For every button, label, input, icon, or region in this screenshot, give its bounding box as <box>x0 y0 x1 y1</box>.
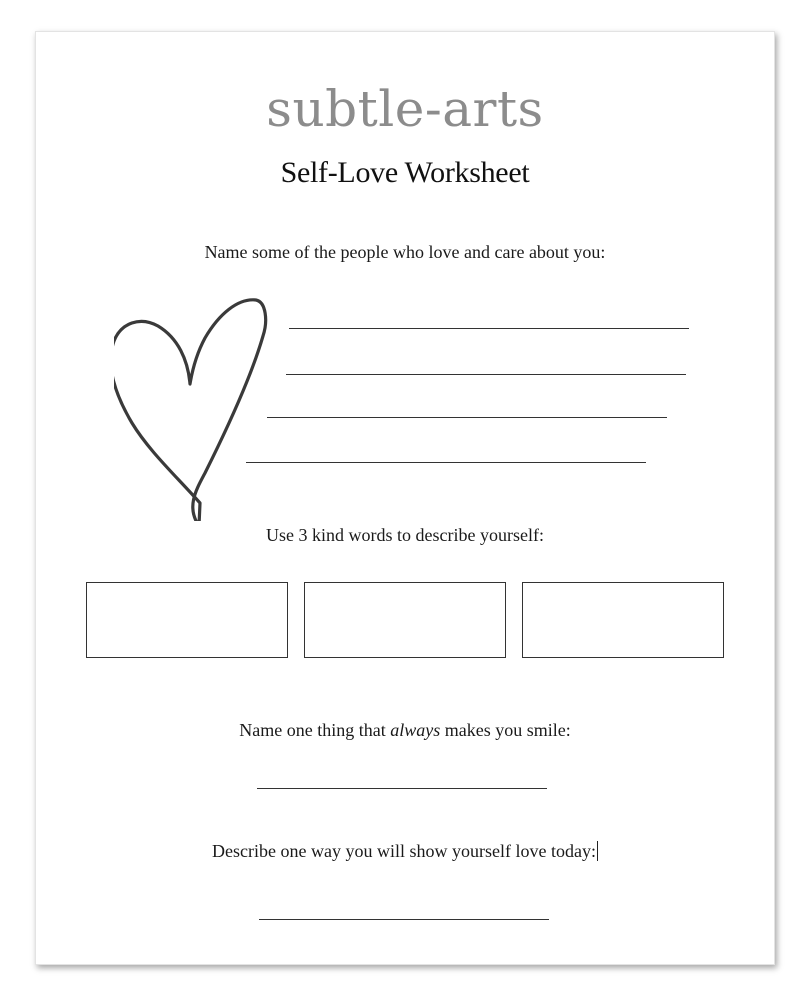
brand-logo: subtle-arts <box>266 80 544 138</box>
show-love-answer-line[interactable] <box>259 919 549 920</box>
kind-word-box-1[interactable] <box>86 582 288 658</box>
prompt-smile-end: makes you smile: <box>440 720 571 740</box>
heart-icon <box>114 289 284 521</box>
people-answer-line-2[interactable] <box>286 374 686 375</box>
kind-word-box-2[interactable] <box>304 582 506 658</box>
people-answer-line-1[interactable] <box>289 328 689 329</box>
worksheet-page <box>35 31 775 965</box>
people-answer-line-4[interactable] <box>246 462 646 463</box>
prompt-smile-emphasis: always <box>390 720 441 740</box>
smile-answer-line[interactable] <box>257 788 547 789</box>
people-answer-line-3[interactable] <box>267 417 667 418</box>
prompt-people: Name some of the people who love and care about you: <box>204 242 606 262</box>
page-title: Self-Love Worksheet <box>280 156 530 189</box>
prompt-show-love-text: Describe one way you will show yourself love today: <box>212 841 596 861</box>
prompt-show-love <box>36 841 774 861</box>
prompt-kind-words: Use 3 kind words to describe yourself: <box>266 525 544 545</box>
prompt-smile <box>36 721 774 739</box>
prompt-smile-start: Name one thing that <box>239 720 391 740</box>
kind-word-box-3[interactable] <box>522 582 724 658</box>
text-cursor <box>597 841 598 861</box>
